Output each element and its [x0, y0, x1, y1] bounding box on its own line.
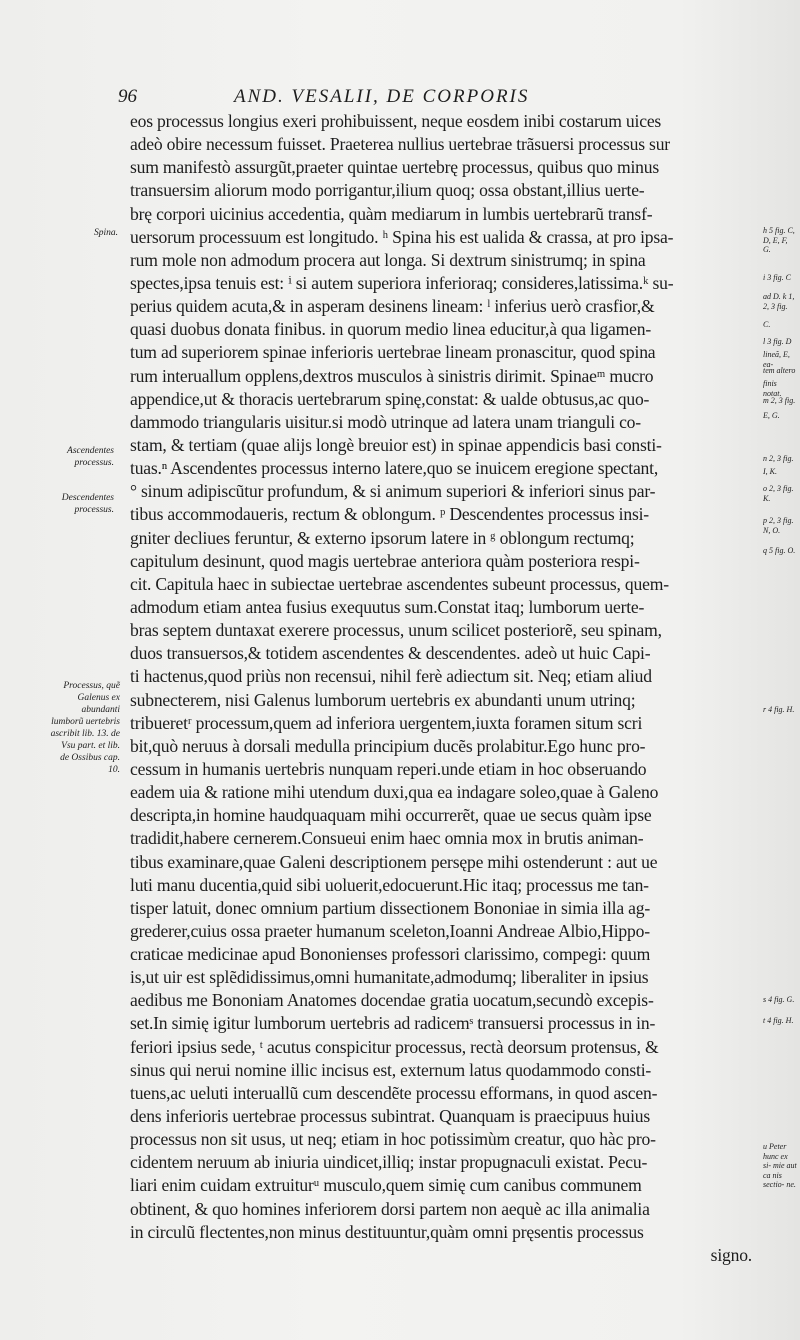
margin-ref-u: u Peter hunc ex si- mie aut ca nis sectio- ne. [763, 1142, 797, 1189]
text-line: tribueretʳ processum,quem ad inferiora uergentem,iuxta foramen situm scri [130, 712, 643, 733]
text-line: obtinent, & quo homines inferiorem dorsi partem non aequè ac illa animalia [130, 1198, 650, 1219]
margin-note-descendentes: Descendentes processus. [61, 493, 114, 515]
margin-ref-p: p 2, 3 fig. N, O. [763, 516, 794, 535]
text-line: descripta,in homine haudquaquam mihi occurrerẽt, quae ue secus quàm ipse [130, 805, 652, 826]
text-line: liari enim cuidam extruiturᵘ musculo,quem simię cum canibus communem [130, 1175, 642, 1196]
text-line: capitulum desinunt, quod magis uertebrae anteriora quàm posteriora respi- [130, 550, 640, 571]
text-line: admodum etiam antea fusius exequutus sum.Constat itaq; lumborum uerte- [130, 596, 645, 617]
margin-ref-m: m 2, 3 fig. [763, 396, 796, 405]
text-line: tum ad superiorem spinae inferioris uertebrae lineam pronascitur, quod spina [130, 342, 656, 363]
margin-ref-o: o 2, 3 fig. K. [763, 484, 794, 503]
text-line: rum interuallum opplens,dextros musculos à sinistris dirimit. Spinaeᵐ mucro [130, 365, 654, 386]
margin-ref-q: q 5 fig. O. [763, 546, 796, 555]
text-line: dens inferioris uertebrae processus subintrat. Quanquam is praecipuus huius [130, 1106, 651, 1127]
text-line: processus non sit usus, ut neq; etiam in hoc potissimùm creatur, quo hàc pro- [130, 1129, 656, 1150]
text-line: craticae medicinae apud Bononienses professori clarissimo, compegi: quum [130, 944, 651, 965]
text-line: aedibus me Bononiam Anatomes docendae gratia uocatum,secundò excepis- [130, 990, 654, 1011]
text-line: spectes,ipsa tenuis est: ⁱ si autem superiora inferioraq; consideres,latissima.ᵏ su- [130, 272, 674, 293]
page-number: 96 [118, 86, 137, 107]
margin-ref-tem: tem altero [763, 366, 796, 375]
text-line: cit. Capitula haec in subiectae uertebrae ascendentes subeunt processus, quem- [130, 573, 669, 594]
text-line: quasi duobus donata finibus. in quorum medio linea educitur,à qua ligamen- [130, 319, 651, 340]
text-line: bit,quò neruus à dorsali medulla principium ducẽs prolabitur.Ego hunc pro- [130, 735, 646, 756]
margin-ref-c: C. [763, 320, 771, 329]
margin-note-ascendentes: Ascendentes processus. [67, 446, 114, 468]
text-line: ° sinum adipiscũtur profundum, & si animum superiori & inferiori sinus par- [130, 481, 656, 502]
margin-ref-r: r 4 fig. H. [763, 705, 795, 714]
margin-ref-finis: finis notat. [763, 379, 782, 398]
text-line: cidentem neruum ab iniuria uindicet,illiq; instar propugnaculi existat. Pecu- [130, 1152, 648, 1173]
main-text-block [130, 110, 760, 1267]
margin-ref-l: l 3 fig. D [763, 337, 792, 346]
text-line: transuersim aliorum modo porrigantur,ilium quoq; ossa obstant,illius uerte- [130, 180, 645, 201]
text-line: adeò obire necessum fuisset. Praeterea nullius uertebrae trãsuersi processus sur [130, 134, 670, 155]
margin-ref-s: s 4 fig. G. [763, 995, 795, 1004]
text-line: brę corpori uicinius accedentia, quàm mediarum in lumbis uertebrarũ transf- [130, 203, 653, 224]
text-line: ti hactenus,quod priùs non recensui, nihil ferè adiectum sit. Neq; etiam aliud [130, 666, 652, 687]
text-line: tisper latuit, donec omnium partium dissectionem Bononiae in simia illa ag- [130, 897, 651, 918]
text-line: duos transuersos,& totidem ascendentes & descendentes. adeò ut huic Capi- [130, 643, 651, 664]
margin-ref-k: ad D. k 1, 2, 3 fig. [763, 292, 795, 311]
text-line: tradidit,habere cernerem.Consueui enim haec omnia mox in brutis animan- [130, 828, 644, 849]
text-line: appendice,ut & thoracis uertebrarum spinę,constat: & ualde obtusus,ac quo- [130, 388, 650, 409]
text-line: tuas.ⁿ Ascendentes processus interno latere,quo se inuicem eregione spectant, [130, 458, 659, 479]
text-line: uersorum processuum est longitudo. ʰ Spina his est ualida & crassa, at pro ipsa- [130, 226, 674, 247]
text-line: tuens,ac ueluti interuallũ cum descendẽte processu efformans, in quod ascen- [130, 1082, 658, 1103]
text-line: set.In simię igitur lumborum uertebris ad radicemˢ transuersi processus in in- [130, 1013, 656, 1034]
text-line: grederer,cuius ossa praeter humanum sceleton,Ioanni Andreae Albio,Hippo- [130, 920, 650, 941]
text-line: signo. [710, 1244, 752, 1265]
margin-ref-n: n 2, 3 fig. [763, 454, 794, 463]
text-line: sinus qui nerui nomine illic incisus est, externum latus quodammodo consti- [130, 1059, 652, 1080]
text-line: dammodo triangularis uisitur.si modò utrinque ad latera unam trianguli co- [130, 411, 641, 432]
margin-ref-i: i 3 fig. C [763, 273, 792, 282]
text-line: gniter decliues feruntur, & externo ipsorum latere in ᵍ oblongum rectumq; [130, 527, 635, 548]
page-header [118, 86, 718, 110]
text-line: perius quidem acuta,& in asperam desinens lineam: ˡ inferius uerò crasfior,& [130, 296, 655, 317]
margin-ref-ik: I, K. [763, 467, 777, 476]
text-line: stam, & tertiam (quae alijs longè breuior est) in spinae appendicis basi consti- [130, 434, 662, 455]
text-line: bras septem duntaxat exerere processus, unum scilicet posteriorẽ, seu spinam, [130, 620, 662, 641]
text-line: eos processus longius exeri prohibuissent, neque eosdem inibi costarum uices [130, 111, 662, 131]
text-line: tibus examinare,quae Galeni descriptionem persępe mihi ostenderunt : aut ue [130, 851, 658, 872]
text-line: subnecterem, nisi Galenus lumborum uertebris ex abundanti unum utrinq; [130, 689, 636, 710]
margin-ref-linea: lineã, E, ea- [763, 350, 790, 369]
margin-ref-h: h 5 fig. C, D, E, F, G. [763, 226, 795, 254]
text-line: feriori ipsius sede, ᵗ acutus conspicitur processus, rectà deorsum protensus, & [130, 1036, 659, 1057]
margin-note-galenus: Processus, quẽ Galenus ex abundanti lumborũ uertebris ascribit lib. 13. de Vsu part. et lib. de Ossibus cap. 10. [50, 681, 120, 775]
text-line: eadem uia & ratione mihi utendum duxi,qua ea indagare soleo,quae à Galeno [130, 782, 659, 803]
text-line: rum mole non admodum procera aut longa. Si dextrum sinistrumq; in spina [130, 249, 646, 270]
margin-ref-eg: E, G. [763, 411, 780, 420]
running-title: AND. VESALII, DE CORPORIS [234, 86, 530, 107]
text-line: is,ut uir est splẽdidissimus,omni humanitate,admodumq; liberaliter in ipsius [130, 967, 649, 988]
text-line: cessum in humanis uertebris nunquam reperi.unde etiam in hoc obseruando [130, 758, 647, 779]
text-line: tibus accommodaueris, rectum & oblongum. ᵖ Descendentes processus insi- [130, 504, 649, 525]
text-line: in circulũ flectentes,non minus destituuntur,quàm omni pręsentis processus [130, 1221, 644, 1242]
text-line: sum manifestò assurgũt,praeter quintae uertebrę processus, quibus quo minus [130, 157, 659, 178]
margin-note-spina: Spina. [93, 228, 118, 238]
margin-ref-t: t 4 fig. H. [763, 1016, 794, 1025]
text-line: luti manu ducentia,quid sibi uoluerit,edocuerunt.Hic itaq; processus me tan- [130, 874, 649, 895]
